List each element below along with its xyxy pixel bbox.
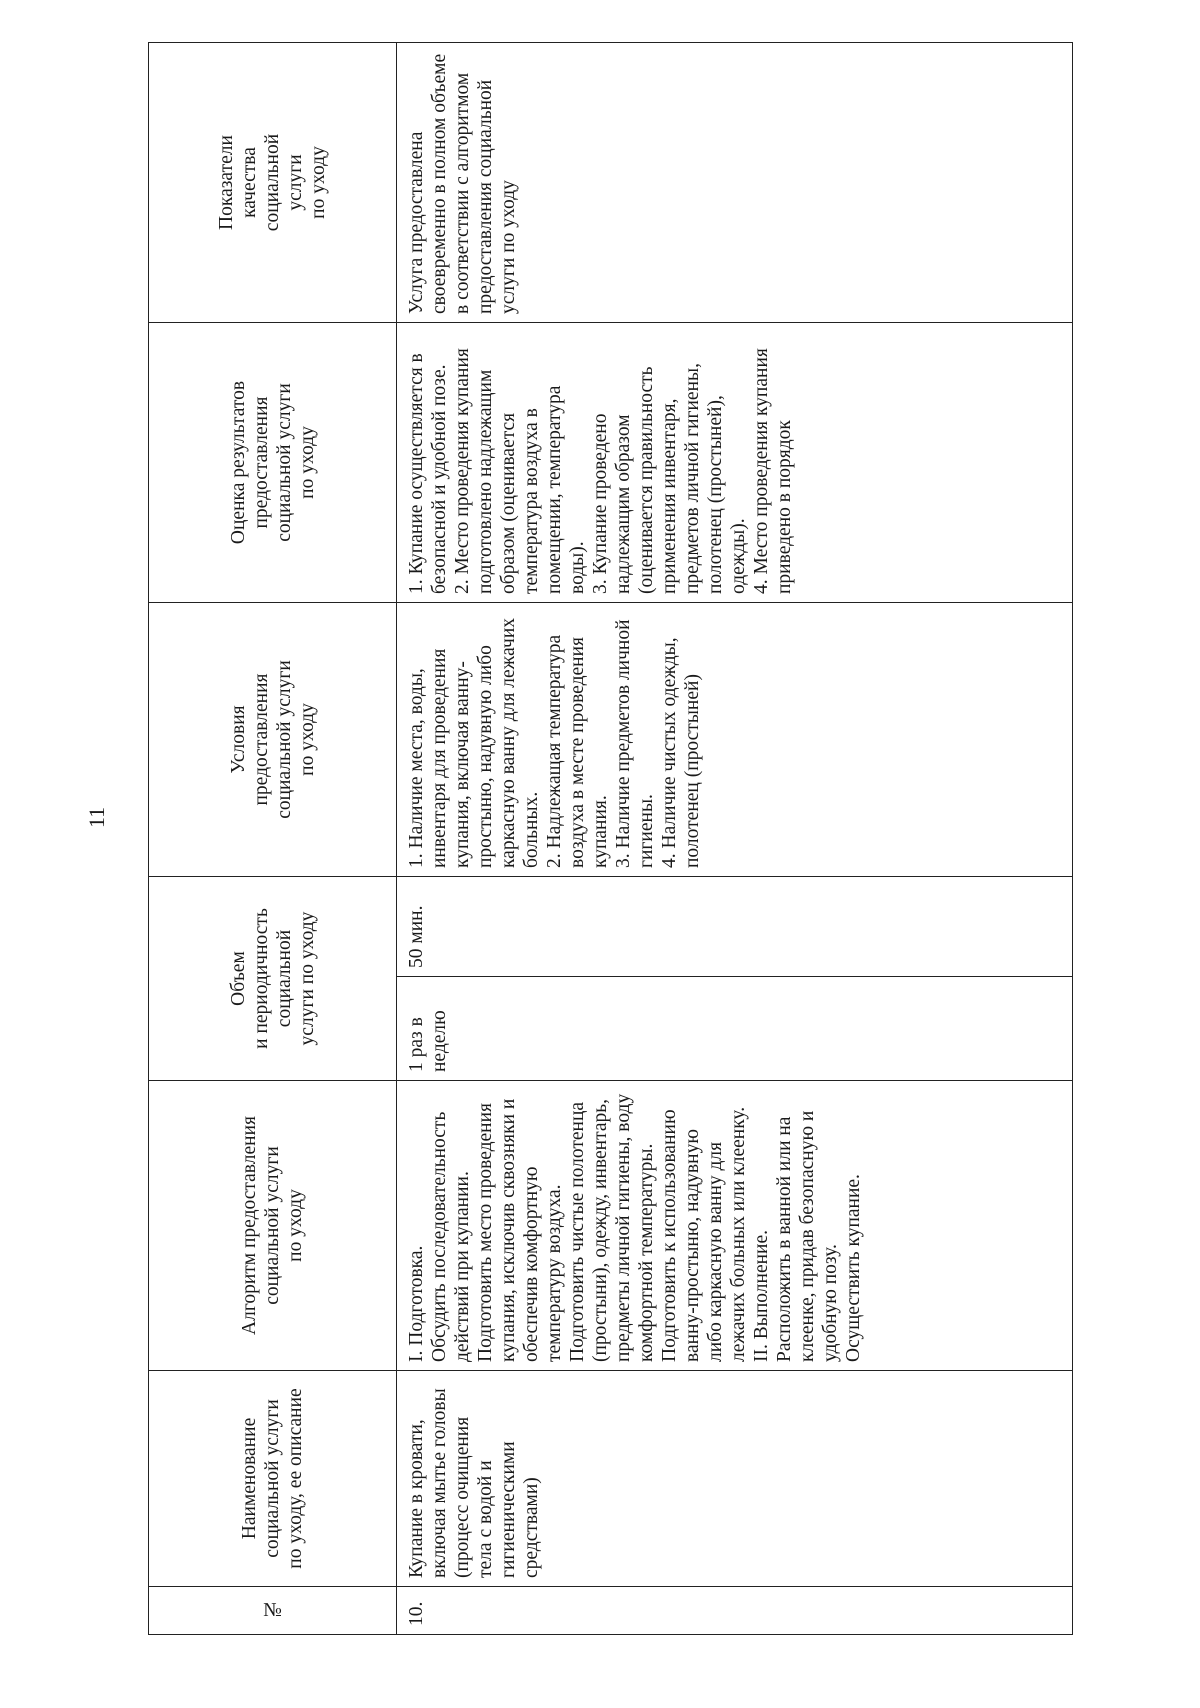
table-row <box>397 43 1073 1635</box>
header-evaluation: Оценка результатов предоставления социальной услуги по уходу <box>149 323 397 603</box>
row-quality: Услуга предоставлена своевременно в полном объеме в соответствии с алгоритмом предоставления социальной услуги по уходу <box>397 43 1073 323</box>
header-number: № <box>149 1587 397 1635</box>
header-service-name: Наименование социальной услуги по уходу, ее описание <box>149 1371 397 1587</box>
service-table <box>148 42 1073 1635</box>
header-algorithm: Алгоритм предоставления социальной услуги по уходу <box>149 1081 397 1371</box>
row-number: 10. <box>397 1587 1073 1635</box>
header-quality: Показатели качества социальной услуги по уходу <box>149 43 397 323</box>
row-evaluation: 1. Купание осуществляется в безопасной и удобной позе. 2. Место проведения купания подготовлено надлежащим образом (оценивается температура воздуха в помещении, температура воды). 3. Купание проведено надлежащим образом (оценивается правильность применения инвентаря, предметов личной гигиены, полотенец (простыней), одежды). 4. Место проведения купания приведено в порядок <box>397 323 1073 603</box>
rotated-document-sheet <box>148 43 1073 1635</box>
row-conditions: 1. Наличие места, воды, инвентаря для проведения купания, включая ванну-простыню, надувную либо каркасную ванну для лежачих больных. 2. Надлежащая температура воздуха в месте проведения купания. 3. Наличие предметов личной гигиены. 4. Наличие чистых одежды, полотенец (простыней) <box>397 603 1073 877</box>
row-duration: 50 мин. <box>397 877 1073 977</box>
row-service-name: Купание в кровати, включая мытье головы (процесс очищения тела с водой и гигиеническими средствами) <box>397 1371 1073 1587</box>
page-number: 11 <box>84 806 109 828</box>
row-algorithm: I. Подготовка. Обсудить последовательность действий при купании. Подготовить место проведения купания, исключив сквозняки и обеспечив комфортную температуру воздуха. Подготовить чистые полотенца (простыни), одежду, инвентарь, предметы личной гигиены, воду комфортной температуры. Подготовить к использованию ванну-простыню, надувную либо каркасную ванну для лежачих больных или клеенку. II. Выполнение. Расположить в ванной или на клеенке, придав безопасную и удобную позу. Осуществить купание. <box>397 1081 1073 1371</box>
header-volume-frequency: Объем и периодичность социальной услуги по уходу <box>149 877 397 1081</box>
table-header <box>149 43 397 1635</box>
header-conditions: Условия предоставления социальной услуги по уходу <box>149 603 397 877</box>
row-frequency: 1 раз в неделю <box>397 977 1073 1081</box>
